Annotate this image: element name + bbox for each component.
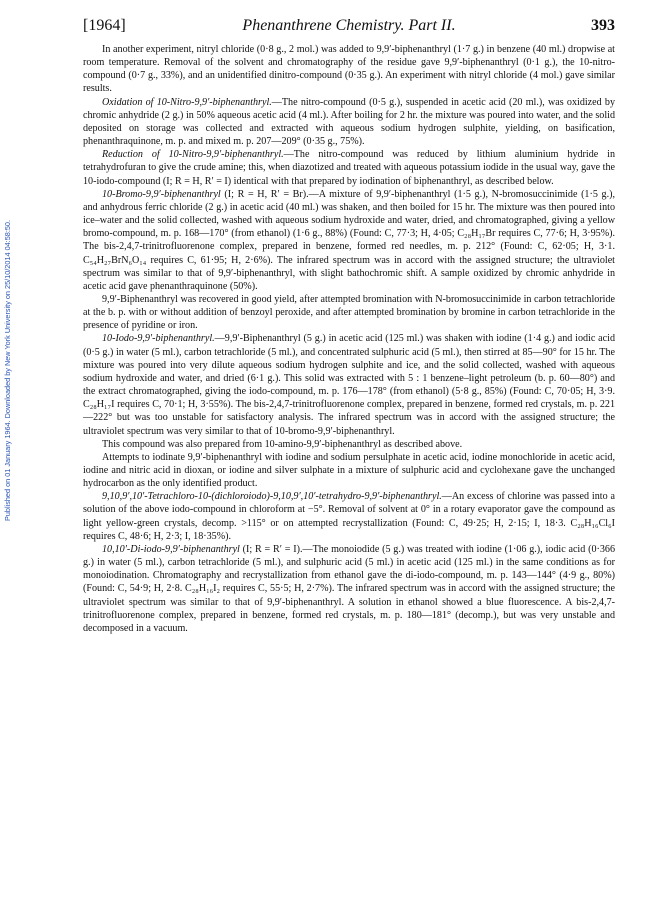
paragraph: 10-Iodo-9,9′-biphenanthryl.—9,9′-Biphenanthryl (5 g.) in acetic acid (125 ml.) was shaken with iodine (1·4 g.) and iodic acid (0·5 g.) in water (5 ml.), carbon tetrachloride (5 ml.), and concentrated sulphuric acid (5 ml.), then stirred at 85—90° for 15 hr. The mixture was poured into very dilute aqueous sodium hydrogen sulphite and ice, and the solid collected, washed with aqueous sodium hydroxide and water, and dried (6·1 g.). This solid was extracted with 5 : 1 benzene–light petroleum (b. p. 60—80°) and the extract chromatographed, giving the iodo-compound, m. p. 176—178° (from ethanol) (5·8 g., 85%) (Found: C, 70·05; H, 3·9. C₂₈H₁₇I requires C, 70·1; H, 3·55%). The bis-2,4,7-trinitrofluorenone complex, prepared in benzene, formed red crystals, m. p. 221—222° but was too unstable for satisfactory analysis. The infrared spectrum was in accord with the assigned structure; the ultraviolet spectrum was very similar to that of 10-bromo-9,9′-biphenanthryl. bbox=[83, 333, 615, 437]
section-heading: Oxidation of 10-Nitro-9,9′-biphenanthryl. bbox=[102, 96, 272, 108]
section-heading: 10,10′-Di-iodo-9,9′-biphenanthryl bbox=[102, 543, 240, 555]
download-watermark bbox=[0, 90, 16, 650]
paragraph: Reduction of 10-Nitro-9,9′-biphenanthryl.—The nitro-compound was reduced by lithium aluminium hydride in tetrahydrofuran to give the crude amine; this, when diazotized and treated with aqueous potassium iodide in the usual way, gave the 10-iodo-compound (I; R = H, R′ = I) identical with that prepared by iodination of biphenanthryl, as described below. bbox=[83, 149, 615, 187]
header-title: Phenanthrene Chemistry. Part II. bbox=[242, 17, 456, 34]
watermark-text: Published on 01 January 1964. Downloaded by New York University on 25/10/2014 04:58:50. bbox=[2, 219, 12, 521]
paragraph: This compound was also prepared from 10-amino-9,9′-biphenanthryl as described above. bbox=[102, 438, 463, 450]
paragraph: 9,9′-Biphenanthryl was recovered in good yield, after attempted bromination with N-bromosuccinimide in carbon tetrachloride at the b. p. with or without addition of benzoyl peroxide, and after attempted bromination by bromine in carbon tetrachloride in the presence of pyridine or iron. bbox=[83, 293, 615, 332]
section-heading: 10-Iodo-9,9′-biphenanthryl. bbox=[102, 333, 215, 345]
section-heading: Reduction of 10-Nitro-9,9′-biphenanthryl. bbox=[102, 149, 284, 161]
paragraph: Attempts to iodinate 9,9′-biphenanthryl with iodine and sodium persulphate in acetic acid, iodine monochloride in acetic acid, iodine and nitric acid in dioxan, or iodine and silver sulphate in a mixture of sulphuric acid and cyclohexane gave the unchanged hydrocarbon as the only identified product. bbox=[83, 451, 615, 490]
paragraph: 10-Bromo-9,9′-biphenanthryl (I; R = H, R′ = Br).—A mixture of 9,9′-biphenanthryl (1·5 g.), N-bromosuccinimide (1·5 g.), and anhydrous ferric chloride (2 g.) in acetic acid (40 ml.) was shaken, and then boiled for 15 hr. The mixture was then poured into ice–water and the solid collected, washed with aqueous sodium hydroxide and water, dried, and chromatographed, giving a yellow bromo-compound, m. p. 168—170° (from ethanol) (1·6 g., 88%) (Found: C, 77·3; H, 4·05; C₂₈H₁₇Br requires C, 77·6; H, 3·95%). The bis-2,4,7-trinitrofluorenone complex, prepared in benzene, formed red needles, m. p. 212° (Found: C, 62·05; H, 3·1. C₅₄H₂₇BrN₆O₁₄ requires C, 61·95; H, 2·6%). The infrared spectrum was in accord with the assigned structure; the ultraviolet spectrum was similar to that of 9,9′-biphenanthryl, with slight bathochromic shift. A sample oxidized by chromic anhydride in acetic acid gave phenanthraquinone (50%). bbox=[83, 188, 615, 292]
paragraph: Oxidation of 10-Nitro-9,9′-biphenanthryl.—The nitro-compound (0·5 g.), suspended in acetic acid (20 ml.), was oxidized by chromic anhydride (2 g.) in 50% aqueous acetic acid (4 ml.). After boiling for 2 hr. the mixture was poured into water, and the solid deposited on storage was collected and extracted with aqueous sodium hydrogen sulphite, yielding, on basification, phenanthraquinone, m. p. and mixed m. p. 207—209° (0·35 g., 75%). bbox=[83, 96, 616, 148]
running-header bbox=[83, 17, 615, 39]
paragraph: In another experiment, nitryl chloride (0·8 g., 2 mol.) was added to 9,9′-biphenanthryl (1·7 g.) in benzene (40 ml.) dropwise at room temperature. Removal of the solvent and chromatography of the residue gave 9,9′-biphenanthryl (0·1 g.), the 10-nitro-compound (0·7 g., 33%), and an unidentified dinitro-compound (0·35 g.). An experiment with nitryl chloride (4 mol.) gave similar results. bbox=[83, 44, 615, 95]
page-number: 393 bbox=[591, 17, 615, 34]
section-heading: 9,10,9′,10′-Tetrachloro-10-(dichloroiodo)-9,10,9′,10′-tetrahydro-9,9′-biphenanthryl. bbox=[102, 491, 442, 503]
paragraph: 10,10′-Di-iodo-9,9′-biphenanthryl (I; R = R′ = I).—The monoiodide (5 g.) was treated with iodine (1·06 g.), iodic acid (0·366 g.) in water (5 ml.), carbon tetrachloride (5 ml.), and sulphuric acid (5 ml.) in acetic acid (125 ml.) in the same conditions as for monoiodination. Chromatography and recrystallization from ethanol gave the di-iodo-compound, m. p. 143—144° (4·9 g., 80%) (Found: C, 54·9; H, 2·8. C₂₈H₁₆I₂ requires C, 55·5; H, 2·7%). The infrared spectrum was in accord with the assigned structure; the ultraviolet spectrum was similar to that of 9,9′-biphenanthryl. A solution in ethanol showed a blue fluorescence. A bis-2,4,7-trinitrofluorenone complex, prepared in benzene, formed red crystals, m. p. 180—181° (decomp.), but was very unstable and decomposed in a vacuum. bbox=[83, 543, 615, 634]
article-body bbox=[83, 43, 615, 635]
section-heading: 10-Bromo-9,9′-biphenanthryl bbox=[102, 188, 221, 200]
paragraph: 9,10,9′,10′-Tetrachloro-10-(dichloroiodo)-9,10,9′,10′-tetrahydro-9,9′-biphenanthryl.—An excess of chlorine was passed into a solution of the above iodo-compound in chloroform at −5°. Removal of solvent at 0° in a rotary evaporator gave the compound as light yellow-green crystals, decomp. >115° or on attempted recrystallization (Found: C, 49·25; H, 2·15; I, 18·3. C₂₈H₁₆Cl₆I requires C, 48·6; H, 2·3; I, 18·35%). bbox=[83, 491, 615, 542]
header-year: [1964] bbox=[83, 17, 126, 34]
